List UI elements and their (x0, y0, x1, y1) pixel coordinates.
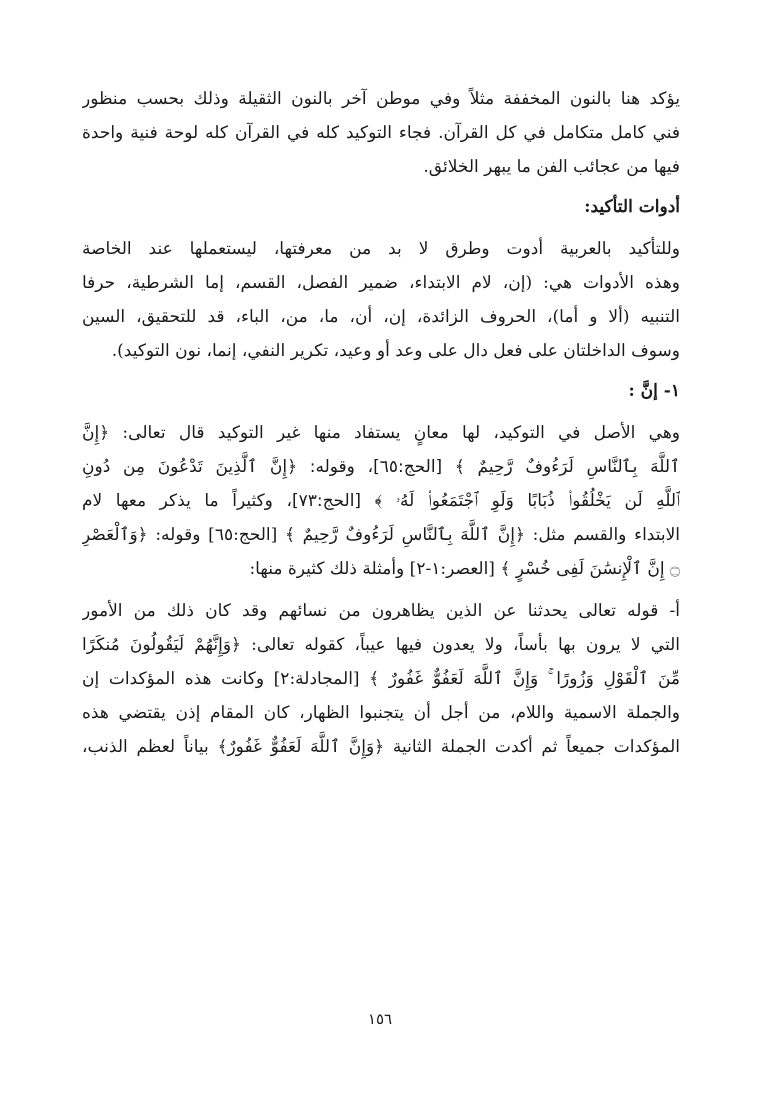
page-number: ١٥٦ (367, 1010, 393, 1028)
text-line: فني كامل متكامل في كل القرآن. فجاء التوكيد كله في القرآن كله لوحة فنية واحدة (82, 123, 680, 143)
inna-paragraph (82, 416, 680, 586)
quran-line: ٱللَّهِ لَن يَخْلُقُوا۟ ذُبَابًا وَلَوِ ٱجْتَمَعُوا۟ لَهُۥ ﴾ [الحج:٧٣]، وكثيراً ما يذكر معها لام (82, 491, 680, 511)
text-line: يؤكد هنا بالنون المخففة مثلاً وفي موطن آخر بالنون الثقيلة وذلك بحسب منظور (82, 89, 680, 109)
subsection-title: ١- إنَّ : (628, 381, 680, 401)
text-line: وهي الأصل في التوكيد، لها معانٍ يستفاد منها غير التوكيد قال تعالى: ﴿إِنَّ (82, 423, 680, 443)
text-line: ۝ إِنَّ ٱلْإِنسَٰنَ لَفِى خُسْرٍ ﴾ [العصر:١-٢] وأمثلة ذلك كثيرة منها: (249, 559, 680, 579)
text-line: وسوف الداخلتان على فعل دال على وعد أو وعيد، تكرير النفي، إنما، نون التوكيد). (111, 341, 680, 361)
tools-paragraph (82, 232, 680, 368)
section-title: أدوات التأكيد: (584, 197, 680, 217)
intro-paragraph (82, 82, 680, 184)
text-line: المؤكدات جميعاً ثم أكدت الجملة الثانية ﴿وَإِنَّ ٱللَّهَ لَعَفُوٌّ غَفُورٌ﴾ بياناً لعظم الذنب، (82, 737, 680, 757)
text-line: الابتداء والقسم مثل: ﴿إِنَّ ٱللَّهَ بِٱلنَّاسِ لَرَءُوفٌ رَّحِيمٌ ﴾ [الحج:٦٥] وقوله: ﴿وَٱلْعَصْرِ (82, 525, 680, 545)
text-line: أ- قوله تعالى يحدثنا عن الذين يظاهرون من نسائهم وقد كان ذلك من الأمور (82, 601, 680, 621)
page-body (82, 82, 680, 764)
text-line: التنبيه (ألا و أما)، الحروف الزائدة، إن، أن، ما، من، الباء، قد للتحقيق، السين (82, 307, 680, 327)
text-line: وهذه الأدوات هي: (إن، لام الابتداء، ضمير الفصل، القسم، إما الشرطية، حرفا (82, 273, 680, 293)
text-line: التي لا يرون بها بأساً، ولا يعدون فيها عيباً، كقوله تعالى: ﴿وَإِنَّهُمْ لَيَقُولُونَ مُنكَرًا (82, 635, 680, 655)
text-line: فيها من عجائب الفن ما يبهر الخلائق. (423, 157, 680, 177)
text-line: مِّنَ ٱلْقَوْلِ وَزُورًا ۚ وَإِنَّ ٱللَّهَ لَعَفُوٌّ غَفُورٌ ﴾ [المجادلة:٢] وكانت هذه المؤكدات إن (82, 669, 680, 689)
text-line: وللتأكيد بالعربية أدوت وطرق لا بد من معرفتها، ليستعملها عند الخاصة (82, 239, 680, 259)
text-line: والجملة الاسمية واللام، من أجل أن يتجنبوا الظهار، كان المقام إذن يقتضي هذه (82, 703, 680, 723)
example-paragraph (82, 594, 680, 764)
quran-line: ٱللَّهَ بِٱلنَّاسِ لَرَءُوفٌ رَّحِيمٌ ﴾ [الحج:٦٥]، وقوله: ﴿إِنَّ ٱلَّذِينَ تَدْعُونَ مِن دُونِ (82, 457, 680, 477)
